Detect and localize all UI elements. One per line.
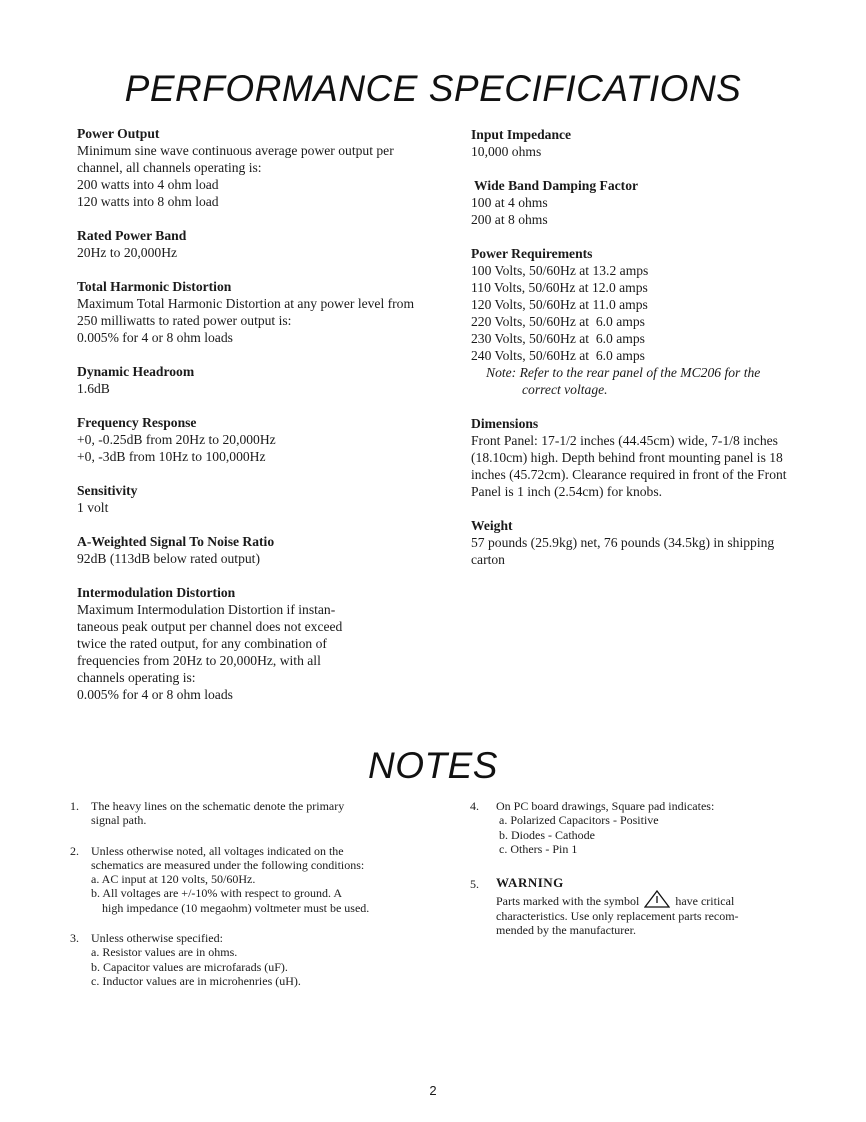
spec-heading: Dimensions <box>471 416 539 431</box>
warning-title: WARNING <box>496 875 564 891</box>
spec-line: 200 at 8 ohms <box>471 212 548 227</box>
spec-text: 57 pounds (25.9kg) net, 76 pounds (34.5kg) in shipping carton <box>471 535 775 567</box>
note-item <box>70 799 410 828</box>
warning-text-before: Parts marked with the symbol <box>496 894 643 909</box>
specs-right-column <box>471 126 811 585</box>
spec-line: 110 Volts, 50/60Hz at 12.0 amps <box>471 280 648 295</box>
note-sub-item: a. AC input at 120 volts, 50/60Hz. <box>91 872 256 887</box>
spec-heading: Wide Band Damping Factor <box>474 178 639 193</box>
spec-line: 220 Volts, 50/60Hz at 6.0 amps <box>471 314 645 329</box>
spec-heading: Total Harmonic Distortion <box>77 279 232 294</box>
spec-imd <box>77 584 422 703</box>
specs-left-column <box>77 125 422 720</box>
spec-dynamic-headroom <box>77 363 422 397</box>
warning-triangle-icon <box>644 890 670 908</box>
note-number: 1. <box>70 799 79 813</box>
spec-power-output <box>77 125 422 210</box>
note-item <box>470 799 770 856</box>
spec-heading: A-Weighted Signal To Noise Ratio <box>77 534 275 549</box>
note-sub-item: b. All voltages are +/-10% with respect to ground. A <box>91 886 343 901</box>
spec-heading: Power Output <box>77 126 160 141</box>
note-sub-item: c. Inductor values are in microhenries (uH). <box>91 973 301 988</box>
spec-heading: Rated Power Band <box>77 228 187 243</box>
notes-left-column <box>70 799 410 1004</box>
spec-thd <box>77 278 422 346</box>
spec-line: +0, -0.25dB from 20Hz to 20,000Hz <box>77 432 276 447</box>
spec-frequency-response <box>77 414 422 465</box>
spec-heading: Intermodulation Distortion <box>77 585 236 600</box>
spec-heading: Frequency Response <box>77 415 197 430</box>
spec-text: Maximum Total Harmonic Distortion at any power level from 250 milliwatts to rated power output is: <box>77 296 415 328</box>
spec-line: 1 volt <box>77 500 109 515</box>
note-text: The heavy lines on the schematic denote the primary signal path. <box>91 799 345 828</box>
note-item <box>470 876 770 937</box>
voltage-note-line: Note: Refer to the rear panel of the MC206 for the <box>486 365 761 380</box>
spec-line: 100 Volts, 50/60Hz at 13.2 amps <box>471 263 649 278</box>
note-sub-item: b. Capacitor values are microfarads (uF). <box>91 959 288 974</box>
note-text: On PC board drawings, Square pad indicates: <box>496 799 715 813</box>
spec-snr <box>77 533 422 567</box>
spec-weight <box>471 517 811 568</box>
spec-line: 120 watts into 8 ohm load <box>77 194 219 209</box>
voltage-note <box>471 364 811 398</box>
note-number: 4. <box>470 799 479 813</box>
note-item <box>70 931 410 988</box>
note-number: 2. <box>70 843 79 858</box>
spec-text: Minimum sine wave continuous average power output per channel, all channels operating is: <box>77 143 394 175</box>
spec-heading: Sensitivity <box>77 483 138 498</box>
spec-heading: Weight <box>471 518 513 533</box>
page-title: PERFORMANCE SPECIFICATIONS <box>124 68 742 109</box>
note-text: Unless otherwise noted, all voltages indicated on the schematics are measured under the following conditions: <box>91 843 365 872</box>
spec-line: 1.6dB <box>77 381 110 396</box>
note-item <box>70 844 410 915</box>
warning-text <box>496 890 766 937</box>
spec-rated-power-band <box>77 227 422 261</box>
spec-line: 20Hz to 20,000Hz <box>77 245 178 260</box>
spec-line: 100 at 4 ohms <box>471 195 548 210</box>
spec-heading: Power Requirements <box>471 246 593 261</box>
page-number: 2 <box>429 1083 437 1098</box>
spec-text: Maximum Intermodulation Distortion if instan-taneous peak output per channel does not exceed twice the rated output, for any combination of frequencies from 20Hz to 20,000Hz, with all channels operating is: <box>77 602 343 685</box>
note-sub-item: high impedance (10 megaohm) voltmeter must be used. <box>102 900 370 915</box>
notes-title: NOTES <box>368 745 498 786</box>
warning-text-after: have critical characteristics. Use only replacement parts recom-mended by the manufacturer. <box>496 894 739 938</box>
spec-line: 230 Volts, 50/60Hz at 6.0 amps <box>471 331 645 346</box>
spec-line: 200 watts into 4 ohm load <box>77 177 219 192</box>
spec-text: Front Panel: 17-1/2 inches (44.45cm) wide, 7-1/8 inches (18.10cm) high. Depth behind front mounting panel is 18 inches (45.72cm). Clearance required in front of the Front Panel is 1 inch (2.54cm) for knobs. <box>471 433 787 499</box>
note-sub-item: c. Others - Pin 1 <box>499 841 578 856</box>
note-sub-item: a. Resistor values are in ohms. <box>91 945 238 960</box>
spec-line: 0.005% for 4 or 8 ohm loads <box>77 330 233 345</box>
spec-heading: Input Impedance <box>471 127 572 142</box>
notes-right-column <box>470 799 770 953</box>
note-sub-item: a. Polarized Capacitors - Positive <box>499 813 659 828</box>
spec-input-impedance <box>471 126 811 160</box>
note-number: 5. <box>470 877 479 892</box>
spec-dimensions <box>471 415 811 500</box>
spec-line: 10,000 ohms <box>471 144 542 159</box>
spec-line: 92dB (113dB below rated output) <box>77 551 260 566</box>
spec-line: +0, -3dB from 10Hz to 100,000Hz <box>77 449 266 464</box>
spec-line: 120 Volts, 50/60Hz at 11.0 amps <box>471 297 648 312</box>
spec-damping-factor <box>471 177 811 228</box>
spec-sensitivity <box>77 482 422 516</box>
spec-line: 240 Volts, 50/60Hz at 6.0 amps <box>471 348 645 363</box>
spec-heading: Dynamic Headroom <box>77 364 195 379</box>
spec-line: 0.005% for 4 or 8 ohm loads <box>77 687 233 702</box>
voltage-note-line: correct voltage. <box>522 382 608 397</box>
note-number: 3. <box>70 931 79 946</box>
note-sub-item: b. Diodes - Cathode <box>499 827 595 842</box>
note-text: Unless otherwise specified: <box>91 931 223 946</box>
spec-power-requirements <box>471 245 811 398</box>
